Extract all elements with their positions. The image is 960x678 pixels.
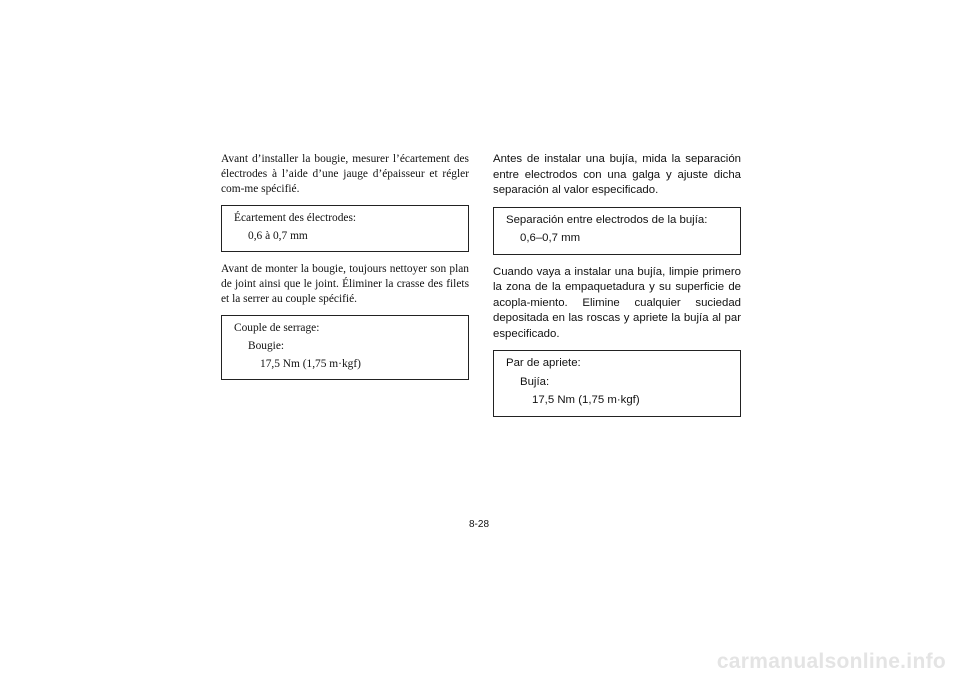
spanish-install-paragraph: Cuando vaya a instalar una bujía, limpie primero la zona de la empaquetadura y su superficie de acopla-miento. Elimine cualquier suciedad depositada en las roscas y apriete la bujía al par especificado. (493, 265, 741, 340)
french-gap-spec-title: Écartement des électrodes: (234, 212, 357, 224)
spanish-column (493, 152, 741, 427)
french-torque-spec-title: Couple de serrage: (234, 322, 320, 334)
french-intro-paragraph: Avant d’installer la bougie, mesurer l’écartement des électrodes à l’aide d’une jauge d’épaisseur et régler com-me spécifié. (221, 153, 469, 195)
french-torque-spec-value: 17,5 Nm (1,75 m·kgf) (260, 358, 361, 370)
watermark-text: carmanualsonline.info (716, 650, 946, 673)
spanish-torque-spec-item: Bujía: (520, 375, 550, 388)
french-torque-spec-box (221, 315, 469, 380)
spanish-gap-spec-box (493, 207, 741, 255)
french-gap-spec-box (221, 205, 469, 252)
french-install-paragraph: Avant de monter la bougie, toujours nettoyer son plan de joint ainsi que le joint. Éliminer la crasse des filets et la serrer au couple spécifié. (221, 263, 469, 305)
spanish-torque-spec-box (493, 350, 741, 417)
spanish-intro-paragraph: Antes de instalar una bujía, mida la separación entre electrodos con una galga y ajuste dicha separación al valor especificado. (493, 153, 741, 196)
french-torque-spec-item: Bougie: (248, 340, 285, 352)
spanish-torque-spec-value: 17,5 Nm (1,75 m·kgf) (532, 394, 640, 406)
french-gap-spec-value: 0,6 à 0,7 mm (248, 230, 308, 242)
spanish-gap-spec-title: Separación entre electrodos de la bujía: (506, 213, 708, 226)
spanish-torque-spec-title: Par de apriete: (506, 357, 581, 369)
page-number: 8-28 (469, 519, 490, 530)
spanish-gap-spec-value: 0,6–0,7 mm (520, 232, 581, 244)
french-column (221, 152, 469, 390)
